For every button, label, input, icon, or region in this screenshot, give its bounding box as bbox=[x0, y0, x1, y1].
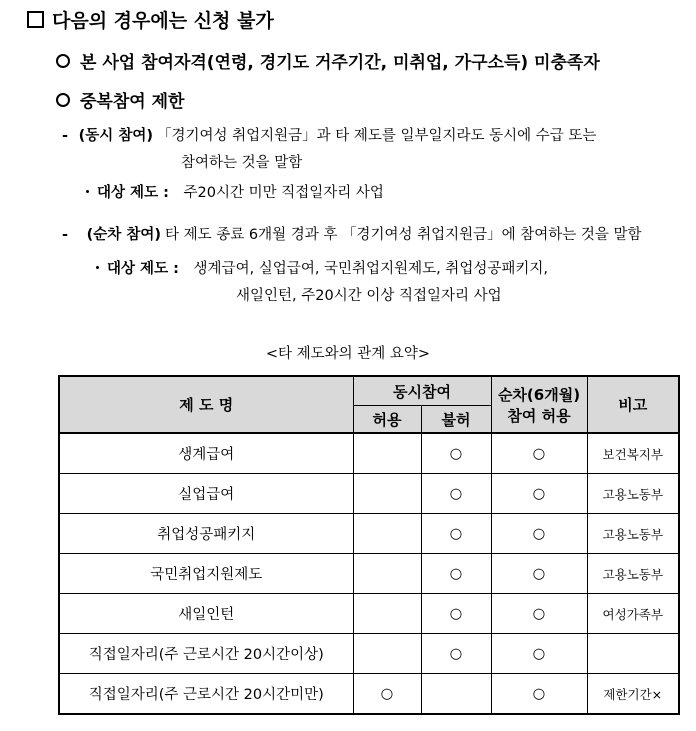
condition-item bbox=[56, 87, 184, 112]
simultaneous-desc-1: 「경기여성 취업지원금」과 타 제도를 일부일지라도 동시에 수급 또는 bbox=[156, 128, 597, 144]
summary-table bbox=[58, 375, 680, 715]
program-name: 생계급여 bbox=[59, 433, 353, 474]
table-caption: <타 제도와의 관계 요약> bbox=[265, 346, 431, 362]
program-name: 취업성공패키지 bbox=[59, 514, 353, 554]
sequential-line1 bbox=[62, 223, 642, 244]
header-sequential-1: 순차(6개월) bbox=[497, 385, 581, 404]
header-note: 비고 bbox=[587, 376, 679, 433]
bullet-circle-icon bbox=[56, 93, 70, 107]
section-heading bbox=[27, 6, 274, 33]
allow-cell bbox=[353, 634, 421, 674]
allow-cell bbox=[353, 514, 421, 554]
target-text-1: 생계급여, 실업급여, 국민취업지원제도, 취업성공패키지, bbox=[193, 261, 548, 277]
sequential-cell: ○ bbox=[491, 474, 587, 514]
simultaneous-line1 bbox=[62, 124, 596, 145]
target-label: 대상 제도 : bbox=[97, 185, 169, 201]
allow-cell bbox=[353, 474, 421, 514]
header-simultaneous: 동시참여 bbox=[353, 376, 491, 406]
note-cell: 제한기간× bbox=[587, 674, 679, 715]
allow-cell bbox=[353, 554, 421, 594]
program-name: 직접일자리(주 근로시간 20시간미만) bbox=[59, 674, 353, 715]
note-cell: 보건복지부 bbox=[587, 433, 679, 474]
sequential-cell: ○ bbox=[491, 433, 587, 474]
target-text: 주20시간 미만 직접일자리 사업 bbox=[183, 185, 384, 201]
bullet-dot-icon bbox=[86, 190, 89, 193]
deny-cell: ○ bbox=[421, 554, 491, 594]
table-row bbox=[59, 634, 679, 674]
header-sequential-2: 참여 허용 bbox=[507, 406, 571, 425]
table-row bbox=[59, 474, 679, 514]
deny-cell: ○ bbox=[421, 634, 491, 674]
checkbox-square-icon bbox=[27, 11, 44, 28]
table-row bbox=[59, 554, 679, 594]
condition-item bbox=[56, 48, 600, 73]
simultaneous-target bbox=[86, 181, 384, 202]
program-name: 국민취업지원제도 bbox=[59, 554, 353, 594]
note-cell: 여성가족부 bbox=[587, 594, 679, 634]
header-program: 제 도 명 bbox=[59, 376, 353, 433]
target-text-2: 새일인턴, 주20시간 이상 직접일자리 사업 bbox=[236, 288, 502, 304]
sequential-cell: ○ bbox=[491, 634, 587, 674]
allow-cell bbox=[353, 594, 421, 634]
bullet-dot-icon bbox=[96, 266, 99, 269]
sequential-cell: ○ bbox=[491, 674, 587, 715]
condition-text: 중복참여 제한 bbox=[80, 92, 185, 112]
header-deny: 불허 bbox=[421, 406, 491, 434]
sequential-cell: ○ bbox=[491, 554, 587, 594]
sequential-cell: ○ bbox=[491, 594, 587, 634]
sequential-target bbox=[96, 257, 548, 278]
dash: - bbox=[62, 227, 69, 243]
dash: - bbox=[62, 128, 69, 144]
table-row bbox=[59, 674, 679, 715]
header-sequential bbox=[491, 376, 587, 433]
note-cell: 고용노동부 bbox=[587, 554, 679, 594]
sequential-cell: ○ bbox=[491, 514, 587, 554]
program-name: 새일인턴 bbox=[59, 594, 353, 634]
deny-cell: ○ bbox=[421, 514, 491, 554]
bullet-circle-icon bbox=[56, 54, 70, 68]
simultaneous-desc-2: 참여하는 것을 말함 bbox=[181, 155, 303, 171]
header-allow: 허용 bbox=[353, 406, 421, 434]
table-row bbox=[59, 514, 679, 554]
sequential-label: (순차 참여) bbox=[86, 227, 161, 243]
condition-text: 본 사업 참여자격(연령, 경기도 거주기간, 미취업, 가구소득) 미충족자 bbox=[80, 53, 600, 73]
deny-cell: ○ bbox=[421, 594, 491, 634]
note-cell: 고용노동부 bbox=[587, 514, 679, 554]
program-name: 실업급여 bbox=[59, 474, 353, 514]
sequential-desc-1: 타 제도 종료 6개월 경과 후 「경기여성 취업지원금」에 참여하는 것을 말함 bbox=[164, 227, 642, 243]
deny-cell: ○ bbox=[421, 474, 491, 514]
note-cell: 고용노동부 bbox=[587, 474, 679, 514]
deny-cell: ○ bbox=[421, 433, 491, 474]
note-cell bbox=[587, 634, 679, 674]
allow-cell: ○ bbox=[353, 674, 421, 715]
deny-cell bbox=[421, 674, 491, 715]
allow-cell bbox=[353, 433, 421, 474]
table-row bbox=[59, 433, 679, 474]
section-heading-text: 다음의 경우에는 신청 불가 bbox=[52, 10, 274, 32]
simultaneous-label: (동시 참여) bbox=[78, 128, 153, 144]
table-row bbox=[59, 594, 679, 634]
program-name: 직접일자리(주 근로시간 20시간이상) bbox=[59, 634, 353, 674]
target-label: 대상 제도 : bbox=[107, 261, 179, 277]
